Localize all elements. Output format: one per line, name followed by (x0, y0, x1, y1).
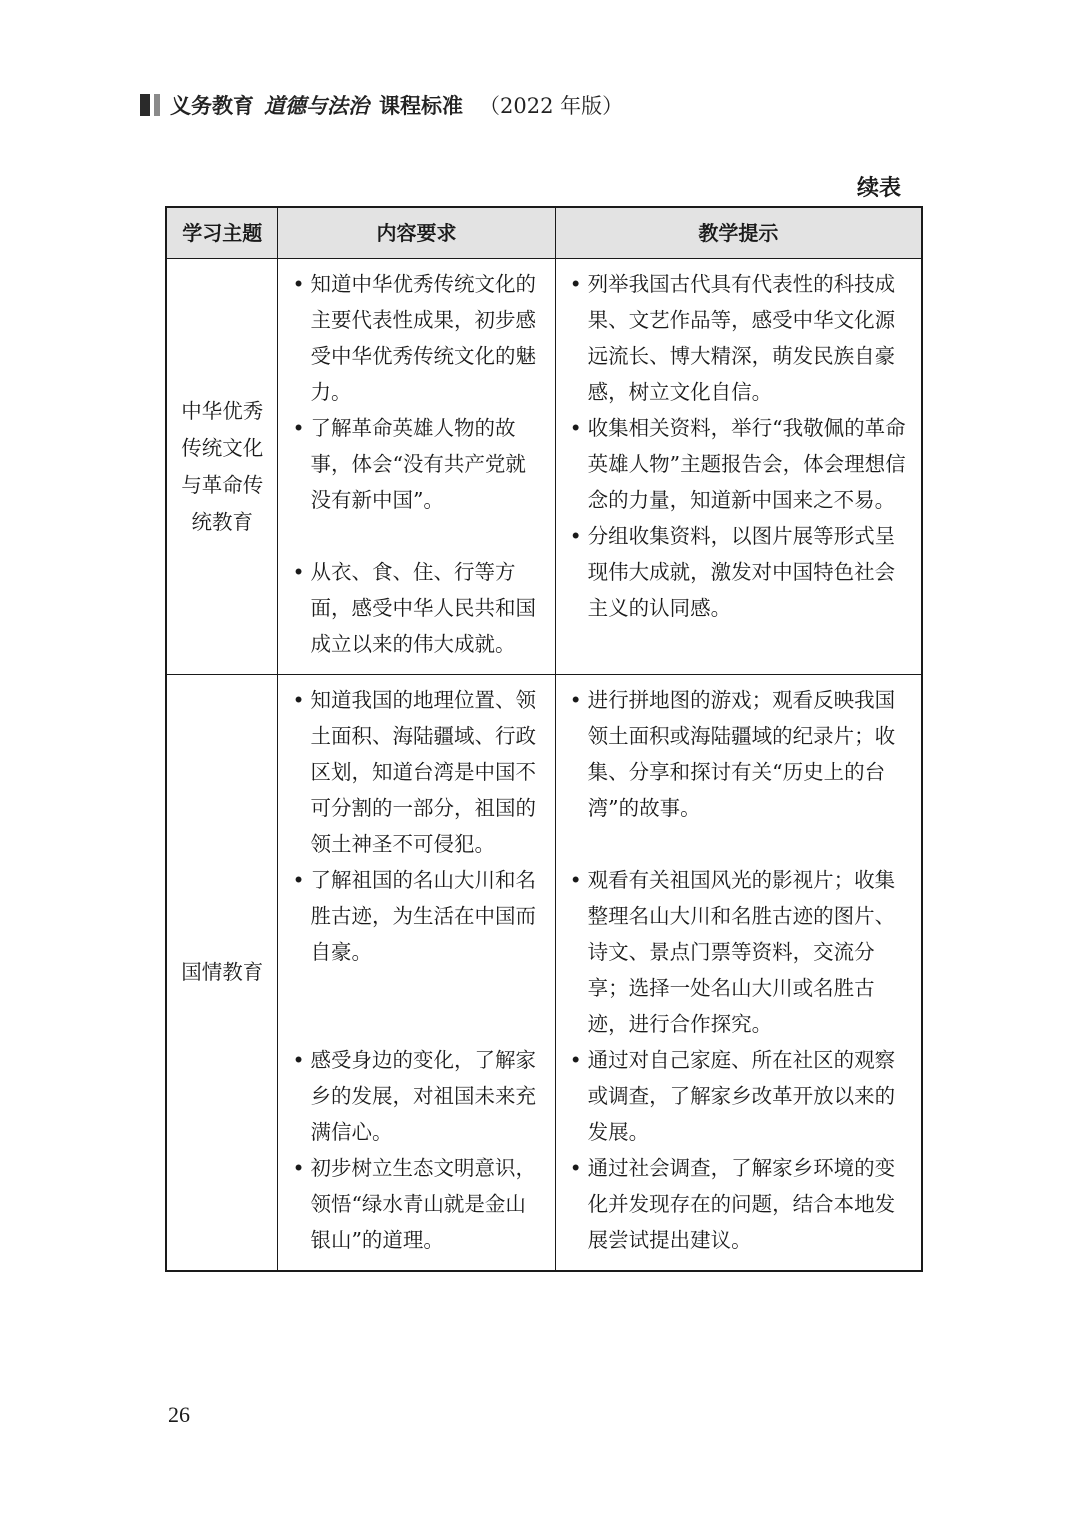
tips-item: • 进行拼地图的游戏；观看反映我国领土面积或海陆疆域的纪录片；收集、分享和探讨有关“历史上的台湾”的故事。 (570, 682, 911, 826)
header-edition: （2022 年版） (479, 94, 624, 118)
table-header-row (166, 207, 922, 259)
content-item: • 知道我国的地理位置、领土面积、海陆疆域、行政区划，知道台湾是中国不可分割的一部分，祖国的领土神圣不可侵犯。 (292, 682, 544, 862)
header-subject: 道德与法治 (264, 93, 369, 118)
topic-cell (166, 259, 278, 675)
tips-item: • 通过对自己家庭、所在社区的观察或调查，了解家乡改革开放以来的发展。 (570, 1042, 911, 1150)
running-header (140, 90, 623, 120)
tips-item: • 收集相关资料，举行“我敬佩的革命英雄人物”主题报告会，体会理想信念的力量，知道新中国来之不易。 (570, 410, 911, 518)
topic-label: 中华优秀传统文化与革命传统教育 (181, 398, 264, 534)
page-number: 26 (168, 1402, 190, 1427)
header-doc: 课程标准 (379, 93, 463, 118)
content-item: • 了解革命英雄人物的故事，体会“没有共产党就没有新中国”。 (292, 410, 544, 518)
tips-item: • 通过社会调查，了解家乡环境的变化并发现存在的问题，结合本地发展尝试提出建议。 (570, 1150, 911, 1258)
content-item: • 了解祖国的名山大川和名胜古迹，为生活在中国而自豪。 (292, 862, 544, 970)
curriculum-table (165, 206, 923, 1272)
content-item: • 初步树立生态文明意识，领悟“绿水青山就是金山银山”的道理。 (292, 1150, 544, 1258)
topic-label: 国情教育 (181, 960, 264, 984)
content-cell (278, 675, 555, 1272)
tips-item: • 观看有关祖国风光的影视片；收集整理名山大川和名胜古迹的图片、诗文、景点门票等资料，交流分享；选择一处名山大川或名胜古迹，进行合作探究。 (570, 862, 911, 1042)
tips-item: • 分组收集资料，以图片展等形式呈现伟大成就，激发对中国特色社会主义的认同感。 (570, 518, 911, 626)
column-header-content: 内容要求 (278, 207, 555, 259)
column-header-topic: 学习主题 (166, 207, 278, 259)
content-cell (278, 259, 555, 675)
header-bars-icon (140, 94, 160, 116)
content-item: • 知道中华优秀传统文化的主要代表性成果，初步感受中华优秀传统文化的魅力。 (292, 266, 544, 410)
tips-cell (555, 259, 922, 675)
content-item: • 从衣、食、住、行等方面，感受中华人民共和国成立以来的伟大成就。 (292, 554, 544, 662)
header-series: 义务教育 (170, 93, 254, 118)
topic-cell (166, 675, 278, 1272)
tips-item: • 列举我国古代具有代表性的科技成果、文艺作品等，感受中华文化源远流长、博大精深，萌发民族自豪感，树立文化自信。 (570, 266, 911, 410)
continued-label: 续表 (856, 176, 901, 201)
column-header-tips: 教学提示 (555, 207, 922, 259)
tips-cell (555, 675, 922, 1272)
table-row (166, 675, 922, 1272)
content-item: • 感受身边的变化，了解家乡的发展，对祖国未来充满信心。 (292, 1042, 544, 1150)
table-row (166, 259, 922, 675)
